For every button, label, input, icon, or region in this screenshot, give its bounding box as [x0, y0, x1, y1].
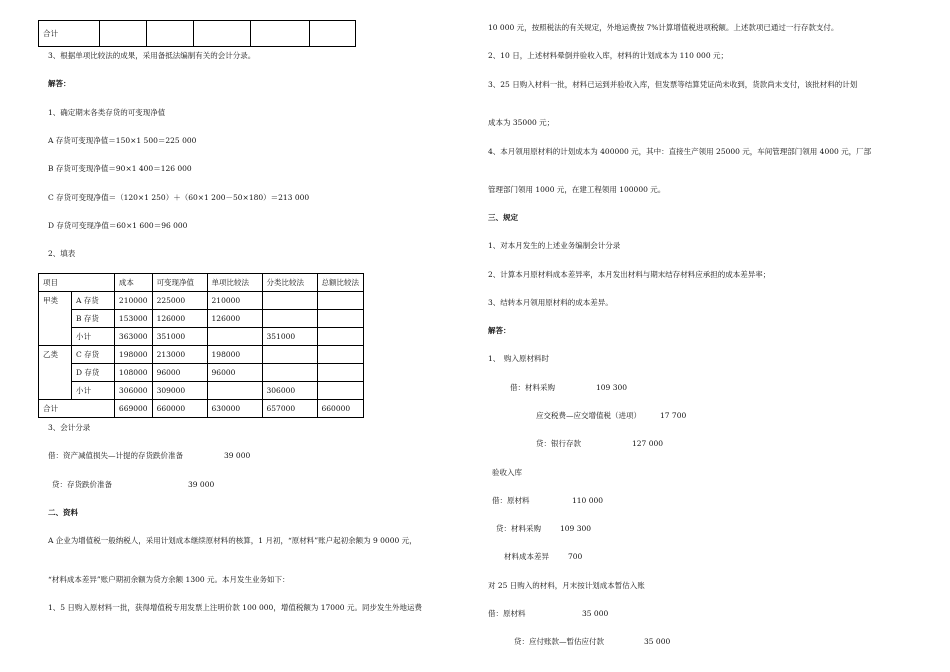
- r-line-3: 3、25 日购入材料一批，材料已运到并验收入库，但发票等结算凭证尚未收到，货款尚未支付，该批材料的计划: [488, 80, 858, 89]
- step3-heading: 3、根据单项比较法的成果，采用备抵法编制有关的会计分录。: [48, 51, 256, 60]
- table-cell: [317, 292, 364, 310]
- a1-credit-amount: 127 000: [632, 439, 664, 448]
- s3-debit-amount: 39 000: [224, 451, 251, 460]
- table-cell: 660000: [152, 400, 207, 418]
- inventory-table: [38, 273, 364, 418]
- s3-credit-amount: 39 000: [188, 480, 215, 489]
- r-line-2: 2、10 日，上述材料晕倒并验收入库，材料的计划成本为 110 000 元；: [488, 51, 728, 60]
- requirements-heading: 三、规定: [488, 213, 518, 222]
- table-row: [39, 310, 364, 328]
- table-row: [39, 346, 364, 364]
- table-cell: 153000: [114, 310, 152, 328]
- a1-debit-amount: 109 300: [596, 383, 628, 392]
- a1-title: 1、 购入原材料时: [488, 354, 550, 363]
- table-cell: 225000: [152, 292, 207, 310]
- s1-line-c: C 存货可变现净值＝（120×1 250）＋（60×1 200－50×180）＝213 000: [48, 193, 310, 202]
- category-yi: 乙类: [39, 346, 72, 400]
- table-cell: 363000: [114, 328, 152, 346]
- header-item: 项目: [39, 274, 115, 292]
- table-cell: 213000: [152, 346, 207, 364]
- a2-diff-amount: 700: [568, 552, 583, 561]
- table-cell: 669000: [114, 400, 152, 418]
- table-total-row: [39, 400, 364, 418]
- table-cell: [317, 382, 364, 400]
- header-nrv: 可变现净值: [152, 274, 207, 292]
- table-cell: 小计: [71, 382, 114, 400]
- requirement-1: 1、对本月发生的上述业务编制会计分录: [488, 241, 621, 250]
- table-cell: [317, 310, 364, 328]
- table-cell: [317, 364, 364, 382]
- right-answer-label: 解答：: [488, 326, 511, 335]
- s1-line-b: B 存货可变现净值＝90×1 400＝126 000: [48, 164, 192, 173]
- top-table-fragment: [38, 20, 356, 47]
- table-cell: 351000: [152, 328, 207, 346]
- sec2-p1: A 企业为增值税一般纳税人，采用计划成本继续原材料的核算，1 月初，“原材料”账户起初余额为 9 0000 元，: [48, 536, 417, 545]
- table-cell: 630000: [207, 400, 262, 418]
- table-cell: 306000: [262, 382, 317, 400]
- table-cell: 306000: [114, 382, 152, 400]
- table-cell: 657000: [262, 400, 317, 418]
- table-cell: 合计: [39, 400, 115, 418]
- table-cell: 126000: [152, 310, 207, 328]
- table-cell: 小计: [71, 328, 114, 346]
- a2-credit: 贷：材料采购: [496, 524, 541, 533]
- requirement-3: 3、结转本月领用原材料的成本差异。: [488, 298, 613, 307]
- a2-debit: 借：原材料: [492, 496, 530, 505]
- s3-credit: 贷：存货跌价准备: [52, 480, 112, 489]
- a2-diff: 材料成本差异: [504, 552, 549, 561]
- table-cell: A 存货: [71, 292, 114, 310]
- s2-title: 2、填表: [48, 249, 76, 258]
- table-cell: [317, 328, 364, 346]
- category-jia: 甲类: [39, 292, 72, 346]
- table-cell: [207, 328, 262, 346]
- table-cell: 210000: [207, 292, 262, 310]
- top-table-total-label: 合计: [39, 21, 100, 47]
- sec2-heading: 二、资料: [48, 508, 78, 517]
- table-cell: 198000: [207, 346, 262, 364]
- table-header-row: [39, 274, 364, 292]
- a1-tax-amount: 17 700: [660, 411, 687, 420]
- table-cell: 108000: [114, 364, 152, 382]
- table-cell: 198000: [114, 346, 152, 364]
- s1-title: 1、确定期末各类存货的可变现净值: [48, 108, 166, 117]
- table-cell: C 存货: [71, 346, 114, 364]
- answer-label: 解答：: [48, 79, 71, 88]
- header-category: 分类比较法: [262, 274, 317, 292]
- r-line-4: 成本为 35000 元；: [488, 118, 555, 127]
- table-cell: 96000: [152, 364, 207, 382]
- table-cell: [262, 364, 317, 382]
- r-line-5: 4、本月领用原材料的计划成本为 400000 元，其中：直接生产领用 25000 元，车间管理部门领用 4000 元，厂部: [488, 147, 872, 156]
- table-cell: [262, 310, 317, 328]
- sec2-p2: “材料成本差异”账户期初余额为贷方余额 1300 元。本月发生业务如下：: [48, 575, 290, 584]
- table-cell: 309000: [152, 382, 207, 400]
- a1-credit: 贷：银行存款: [536, 439, 581, 448]
- table-row: [39, 292, 364, 310]
- table-row: [39, 382, 364, 400]
- header-total: 总额比较法: [317, 274, 364, 292]
- table-cell: 126000: [207, 310, 262, 328]
- s3-title: 3、会计分录: [48, 423, 91, 432]
- table-cell: B 存货: [71, 310, 114, 328]
- table-row: [39, 328, 364, 346]
- sec2-p3: 1、5 日购入原材料一批，获得增值税专用发票上注明价款 100 000，增值税额为 17000 元。同步发生外地运费: [48, 603, 422, 612]
- s3-debit: 借：资产减值损失—计提的存货跌价准备: [48, 451, 183, 460]
- a3-title: 对 25 日购入的材料，月末按计划成本暂估入账: [488, 581, 645, 590]
- table-cell: [262, 346, 317, 364]
- table-cell: [207, 382, 262, 400]
- a2-credit-amount: 109 300: [560, 524, 592, 533]
- a3-debit-amount: 35 000: [582, 609, 609, 618]
- a2-title: 验收入库: [492, 468, 522, 477]
- table-row: [39, 364, 364, 382]
- table-cell: D 存货: [71, 364, 114, 382]
- header-cost: 成本: [114, 274, 152, 292]
- header-single: 单项比较法: [207, 274, 262, 292]
- r-line-1: 10 000 元，按照税法的有关规定，外地运费按 7%计算增值税进项税额。上述款项已通过一行存款支付。: [488, 23, 839, 32]
- a3-credit: 贷：应付账款—暂估应付款: [514, 637, 604, 646]
- table-cell: 660000: [317, 400, 364, 418]
- a1-tax: 应交税费—应交增值税（进项）: [536, 411, 641, 420]
- table-cell: 351000: [262, 328, 317, 346]
- r-line-6: 管理部门领用 1000 元，在建工程领用 100000 元。: [488, 185, 666, 194]
- s1-line-d: D 存货可变现净值＝60×1 600＝96 000: [48, 221, 188, 230]
- table-cell: [262, 292, 317, 310]
- table-cell: 210000: [114, 292, 152, 310]
- table-cell: [317, 346, 364, 364]
- a2-debit-amount: 110 000: [572, 496, 604, 505]
- requirement-2: 2、计算本月原材料成本差异率，本月发出材料与期末结存材料应承担的成本差异率；: [488, 270, 771, 279]
- s1-line-a: A 存货可变现净值＝150×1 500＝225 000: [48, 136, 197, 145]
- a3-debit: 借：原材料: [488, 609, 526, 618]
- a3-credit-amount: 35 000: [644, 637, 671, 646]
- table-cell: 96000: [207, 364, 262, 382]
- a1-debit: 借：材料采购: [510, 383, 555, 392]
